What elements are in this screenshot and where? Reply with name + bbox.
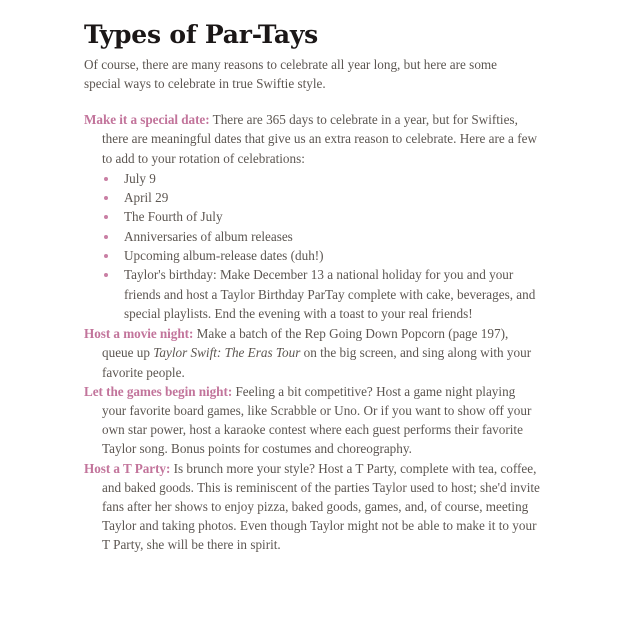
bullet-dot-icon: [104, 177, 108, 181]
section-body-after-italic: on the big screen, and sing along with your favorite people.: [102, 345, 532, 380]
section-body-before-italic: Make a batch of the Rep Going Down Popcorn (page 197), queue up: [102, 326, 509, 361]
list-item: [102, 169, 542, 188]
section-lead-let-the-games-begin-night: Let the games begin night:: [84, 383, 233, 399]
list-item: [102, 227, 542, 246]
list-item-label: Anniversaries of album releases: [124, 228, 293, 244]
list-item: [102, 265, 542, 323]
section-body-make-it-a-special-date: There are 365 days to celebrate in a year, but for Swifties, there are meaningful dates that give us an extra reason to celebrate. Here are a few to add to your rotation of celebrations:: [102, 112, 537, 166]
section-host-a-movie-night: [84, 324, 542, 382]
list-item-label: Upcoming album-release dates (duh!): [124, 248, 324, 264]
bullet-dot-icon: [104, 235, 108, 239]
bullet-dot-icon: [104, 273, 108, 277]
section-lead-host-a-movie-night: Host a movie night:: [84, 326, 194, 342]
list-item: [102, 188, 542, 207]
list-item-label: April 29: [124, 190, 169, 206]
special-dates-list: [84, 169, 542, 323]
section-lead-make-it-a-special-date: Make it a special date:: [84, 112, 210, 128]
bullet-dot-icon: [104, 254, 108, 258]
section-let-the-games-begin-night: [84, 382, 542, 459]
section-host-a-t-party: [84, 459, 542, 555]
list-item: [102, 246, 542, 265]
section-make-it-a-special-date: [84, 110, 542, 168]
film-title-italic: Taylor Swift: The Eras Tour: [153, 345, 301, 361]
section-body-host-a-t-party: Is brunch more your style? Host a T Party, complete with tea, coffee, and baked goods. This is reminiscent of the parties Taylor used to host; she'd invite fans after her shows to enjoy pizza, baked goods, games, and, of course, meeting Taylor and taking photos. Even though Taylor might not be able to make it to your T Party, she will be there in spirit.: [102, 460, 540, 553]
section-lead-host-a-t-party: Host a T Party:: [84, 460, 171, 476]
list-item-label: The Fourth of July: [124, 209, 223, 225]
bullet-dot-icon: [104, 196, 108, 200]
list-item-label: July 9: [124, 170, 156, 186]
intro-paragraph: Of course, there are many reasons to celebrate all year long, but here are some special ways to celebrate in true Swiftie style.: [84, 57, 498, 92]
section-body-let-the-games-begin-night: Feeling a bit competitive? Host a game night playing your favorite board games, like Scrabble or Uno. Or if you want to show off your own star power, host a karaoke contest where each guest performs their favorite Taylor song. Bonus points for costumes and choreography.: [102, 383, 532, 457]
bullet-dot-icon: [104, 215, 108, 219]
list-item-label: Taylor's birthday: Make December 13 a national holiday for you and your friends and host a Taylor Birthday ParTay complete with cake, beverages, and special playlists. End the evening with a toast to your real friends!: [124, 267, 536, 321]
page-title: Types of Par-Tays: [84, 20, 319, 49]
list-item: [102, 207, 542, 226]
